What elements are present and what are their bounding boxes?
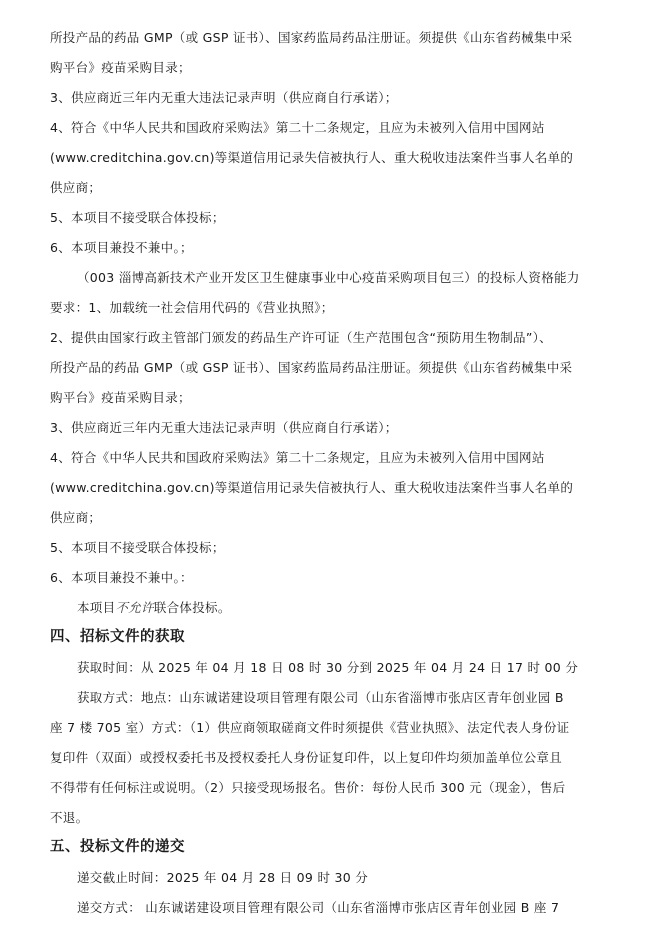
acquire-method-line: 不退。 xyxy=(50,810,89,825)
consortium-emphasis: 不允许 xyxy=(115,600,154,615)
acquire-time: 获取时间：从 2025 年 04 月 18 日 08 时 30 分到 2025 年 04 月 24 日 17 时 00 分 xyxy=(77,660,579,675)
text-line: 购平台》疫苗采购目录； xyxy=(50,390,191,405)
section-heading: 四、招标文件的获取 xyxy=(50,629,185,645)
text-line: 3、供应商近三年内无重大违法记录声明（供应商自行承诺）； xyxy=(50,90,398,105)
acquire-method-line: 复印件（双面）或授权委托书及授权委托人身份证复印件，以上复印件均须加盖单位公章且 xyxy=(50,750,563,765)
text-line: 3、供应商近三年内无重大违法记录声明（供应商自行承诺）； xyxy=(50,420,398,435)
text-line: (www.creditchina.gov.cn)等渠道信用记录失信被执行人、重大税收违法案件当事人名单的 xyxy=(50,150,574,165)
consortium-statement xyxy=(77,599,231,617)
text-line: 4、符合《中华人民共和国政府采购法》第二十二条规定，且应为未被列入信用中国网站 xyxy=(50,120,545,135)
consortium-suffix: 联合体投标。 xyxy=(153,600,231,615)
text-line: （003 淄博高新技术产业开发区卫生健康事业中心疫苗采购项目包三）的投标人资格能力 xyxy=(77,270,580,285)
text-line: 要求：1、加载统一社会信用代码的《营业执照》； xyxy=(50,300,334,315)
acquire-method-line: 不得带有任何标注或说明。（2）只接受现场报名。售价：每份人民币 300 元（现金），售后 xyxy=(50,780,566,795)
text-line: 6、本项目兼投不兼中。： xyxy=(50,570,193,585)
text-line: 5、本项目不接受联合体投标； xyxy=(50,210,225,225)
text-line: 购平台》疫苗采购目录； xyxy=(50,60,191,75)
text-line: 5、本项目不接受联合体投标； xyxy=(50,540,225,555)
text-line: 所投产品的药品 GMP（或 GSP 证书）、国家药监局药品注册证。须提供《山东省药械集中采 xyxy=(50,360,573,375)
text-line: 2、提供由国家行政主管部门颁发的药品生产许可证（生产范围包含“预防用生物制品”）、 xyxy=(50,330,552,345)
text-line: 4、符合《中华人民共和国政府采购法》第二十二条规定，且应为未被列入信用中国网站 xyxy=(50,450,545,465)
submit-deadline: 递交截止时间：2025 年 04 月 28 日 09 时 30 分 xyxy=(77,870,369,885)
text-line: (www.creditchina.gov.cn)等渠道信用记录失信被执行人、重大税收违法案件当事人名单的 xyxy=(50,480,574,495)
acquire-method-line: 获取方式：地点：山东诚诺建设项目管理有限公司（山东省淄博市张店区青年创业园 B xyxy=(77,690,564,705)
text-line: 6、本项目兼投不兼中。； xyxy=(50,240,193,255)
text-line: 所投产品的药品 GMP（或 GSP 证书）、国家药监局药品注册证。须提供《山东省药械集中采 xyxy=(50,30,573,45)
acquire-method-line: 座 7 楼 705 室）方式：（1）供应商领取磋商文件时须提供《营业执照》、法定代表人身份证 xyxy=(50,720,570,735)
section-heading: 五、投标文件的递交 xyxy=(50,839,185,855)
text-line: 供应商； xyxy=(50,180,102,195)
consortium-prefix: 本项目 xyxy=(77,600,116,615)
text-line: 供应商； xyxy=(50,510,102,525)
submit-method: 递交方式： 山东诚诺建设项目管理有限公司（山东省淄博市张店区青年创业园 B 座 7 xyxy=(77,900,560,915)
